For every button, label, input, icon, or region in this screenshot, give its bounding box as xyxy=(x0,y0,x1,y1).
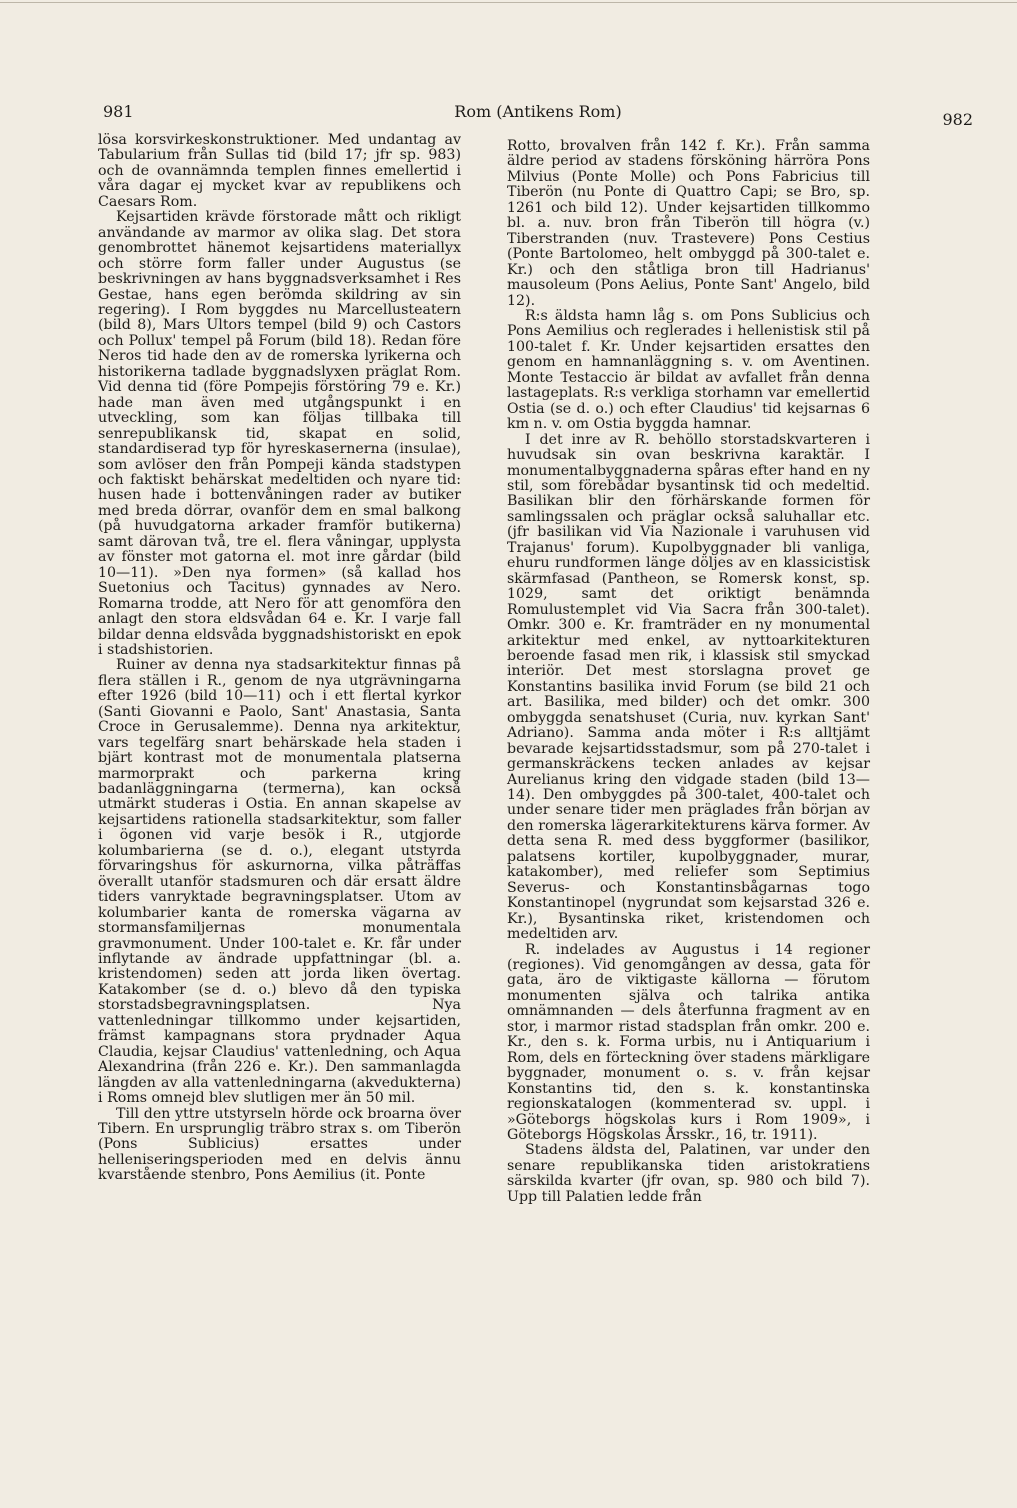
page-header xyxy=(103,102,973,130)
right-paragraph-4: R. indelades av Augustus i 14 regioner (regiones). Vid genomgången av dessa, gata för gata, äro de viktigaste källorna — förutom monumenten själva och talrika antika omnämnanden — dels återfunna fragment av en stor, i marmor ristad stadsplan från omkr. 200 e. Kr., den s. k. Forma urbis, nu i Antiquarium i Rom, dels en förteckning över stadens märkligare byggnader, monument o. s. v. från kejsar Konstantins tid, den s. k. konstantinska regionskatalogen (kommenterad sv. uppl. i »Göteborgs högskolas kurs i Rom 1909», i Göteborgs Högskolas Årsskr., 16, tr. 1911). xyxy=(507,941,870,1143)
running-title: Rom (Antikens Rom) xyxy=(454,102,622,121)
left-paragraph-1: lösa korsvirkeskonstruktioner. Med undantag av Tabularium från Sullas tid (bild 17; jfr sp. 983) och de ovannämnda templen finnes emellertid i våra dagar ej mycket kvar av republikens och Caesars Rom. xyxy=(98,132,461,210)
left-paragraph-4: Till den yttre utstyrseln hörde ock broarna över Tibern. En ursprunglig träbro strax s. om Tiberön (Pons Sublicius) ersattes under helleniseringsperioden med en delvis ännu kvarstående stenbro, Pons Aemilius (it. Ponte xyxy=(98,1105,461,1184)
right-text-column xyxy=(507,139,870,1205)
top-edge-line xyxy=(0,2,1017,3)
right-paragraph-3: I det inre av R. behöllo storstadskvarteren i huvudsak sin ovan beskrivna karaktär. I monumentalbyggnaderna spåras efter hand en ny stil, som förebådar bysantinsk tid och medeltid. Basilikan blir den förhärskande formen för samlingssalen och präglar också saluhallar etc. (jfr basilikan vid Via Nazionale i varuhusen vid Trajanus' forum). Kupolbyggnader bli vanliga, ehuru rundformen länge döljes av en klassicistisk skärmfasad (Pantheon, se Romersk konst, sp. 1029, samt det oriktigt benämnda Romulustemplet vid Via Sacra från 300-talet). Omkr. 300 e. Kr. framträder en ny monumental arkitektur med enkel, av nyttoarkitekturen beroende fasad men rik, i klassisk stil smyckad interiör. Det mest storslagna provet ge Konstantins basilika invid Forum (se bild 21 och art. Basilika, med bilder) och det omkr. 300 ombyggda senatshuset (Curia, nuv. kyrkan Sant' Adriano). Samma anda möter i R:s alltjämt bevarade kejsartidsstadsmur, som på 270-talet i germanskräckens tecken anlades av kejsar Aurelianus kring den vidgade staden (bild 13—14). Den ombyggdes på 300-talet, 400-talet och under senare tider men präglades från början av den romerska lägerarkitekturens kärva former. Av detta sena R. med dess byggformer (basilikor, palatsens kortiler, kupolbyggnader, murar, katakomber), med reliefer som Septimius Severus- och Konstantinsbågarnas togo Konstantinopel (nygrundat som kejsarstad 326 e. Kr.), Bysantinska riket, kristendomen och medeltiden arv. xyxy=(507,431,870,943)
left-text-column xyxy=(98,133,461,1184)
right-paragraph-1: Rotto, brovalven från 142 f. Kr.). Från samma äldre period av stadens försköning härröra Pons Milvius (Ponte Molle) och Pons Fabricius till Tiberön (nu Ponte di Quattro Capi; se Bro, sp. 1261 och bild 12). Under kejsartiden tillkommo bl. a. nuv. bron från Tiberön till högra (v.) Tiberstranden (nuv. Trastevere) Pons Cestius (Ponte Bartolomeo, helt ombyggd på 300-talet e. Kr.) och den ståtliga bron till Hadrianus' mausoleum (Pons Aelius, Ponte Sant' Angelo, bild 12). xyxy=(507,138,870,309)
left-paragraph-3: Ruiner av denna nya stadsarkitektur finnas på flera ställen i R., genom de nya utgrävningarna efter 1926 (bild 10—11) och i ett flertal kyrkor (Santi Giovanni e Paolo, Sant' Anastasia, Santa Croce in Gerusalemme). Denna nya arkitektur, vars tegelfärg snart behärskade hela staden i bjärt kontrast mot de monumentala platserna marmorprakt och parkerna kring badanläggningarna (termerna), kan också utmärkt studeras i Ostia. En annan skapelse av kejsartidens rationella stadsarkitektur, som faller i ögonen vid varje besök i R., utgjorde kolumbarierna (se d. o.), elegant utstyrda förvaringshus för askurnorna, vilka påträffas överallt utanför stadsmuren och där ersatt äldre tiders vanryktade begravningsplatser. Utom av kolumbarier kanta de romerska vägarna av stormansfamiljernas monumentala gravmonument. Under 100-talet e. Kr. får under inflytande av ändrade uppfattningar (bl. a. kristendomen) seden att jorda liken övertag. Katakomber (se d. o.) blevo då den typiska storstadsbegravningsplatsen. Nya vattenledningar tillkommo under kejsartiden, främst kampagnans stora prydnader Aqua Claudia, kejsar Claudius' vattenledning, och Aqua Alexandrina (från 226 e. Kr.). Den sammanlagda längden av alla vattenledningarna (akvedukterna) i Roms omnejd blev slutligen mer än 50 mil. xyxy=(98,657,461,1107)
right-column-number: 982 xyxy=(942,110,973,129)
left-column-number: 981 xyxy=(103,102,134,121)
right-paragraph-2: R:s äldsta hamn låg s. om Pons Sublicius och Pons Aemilius och reglerades i hellenistisk stil på 100-talet f. Kr. Under kejsartiden ersattes den genom en hamnanläggning s. v. om Aventinen. Monte Testaccio är bildat av avfallet från denna lastageplats. R:s verkliga storhamn var emellertid Ostia (se d. o.) och efter Claudius' tid kejsarnas 6 km n. v. om Ostia byggda hamnar. xyxy=(507,307,870,433)
left-paragraph-2: Kejsartiden krävde förstorade mått och rikligt användande av marmor av olika slag. Det stora genombrottet hänemot kejsartidens materiallyx och större form faller under Augustus (se beskrivningen av hans byggnadsverksamhet i Res Gestae, hans egen berömda skildring av sin regering). I Rom byggdes nu Marcellusteatern (bild 8), Mars Ultors tempel (bild 9) och Castors och Pollux' tempel på Forum (bild 18). Redan före Neros tid hade den av de romerska lyrikerna och historikerna tadlade byggnadslyxen präglat Rom. Vid denna tid (före Pompejis förstöring 79 e. Kr.) hade man även med utgångspunkt i en utveckling, som kan följas tillbaka till senrepublikansk tid, skapat en solid, standardiserad typ för hyreskasernerna (insulae), som avlöser den från Pompeji kända stadstypen och faktiskt behärskat medeltiden och nyare tid: husen hade i bottenvåningen rader av butiker med breda dörrar, ovanför dem en smal balkong (på huvudgatorna arkader framför butikerna) samt därovan två, tre el. flera våningar, upplysta av fönster mot gatorna el. mot inre gårdar (bild 10—11). »Den nya formen» (så kallad hos Suetonius och Tacitus) gynnades av Nero. Romarna trodde, att Nero för att genomföra den anlagt den stora eldsvådan 64 e. Kr. I varje fall bildar denna eldsvåda byggnadshistoriskt en epok i stadshistorien. xyxy=(98,209,461,658)
right-paragraph-5: Stadens äldsta del, Palatinen, var under den senare republikanska tiden aristokratiens särskilda kvarter (jfr ovan, sp. 980 och bild 7). Upp till Palatien ledde från xyxy=(507,1142,870,1205)
